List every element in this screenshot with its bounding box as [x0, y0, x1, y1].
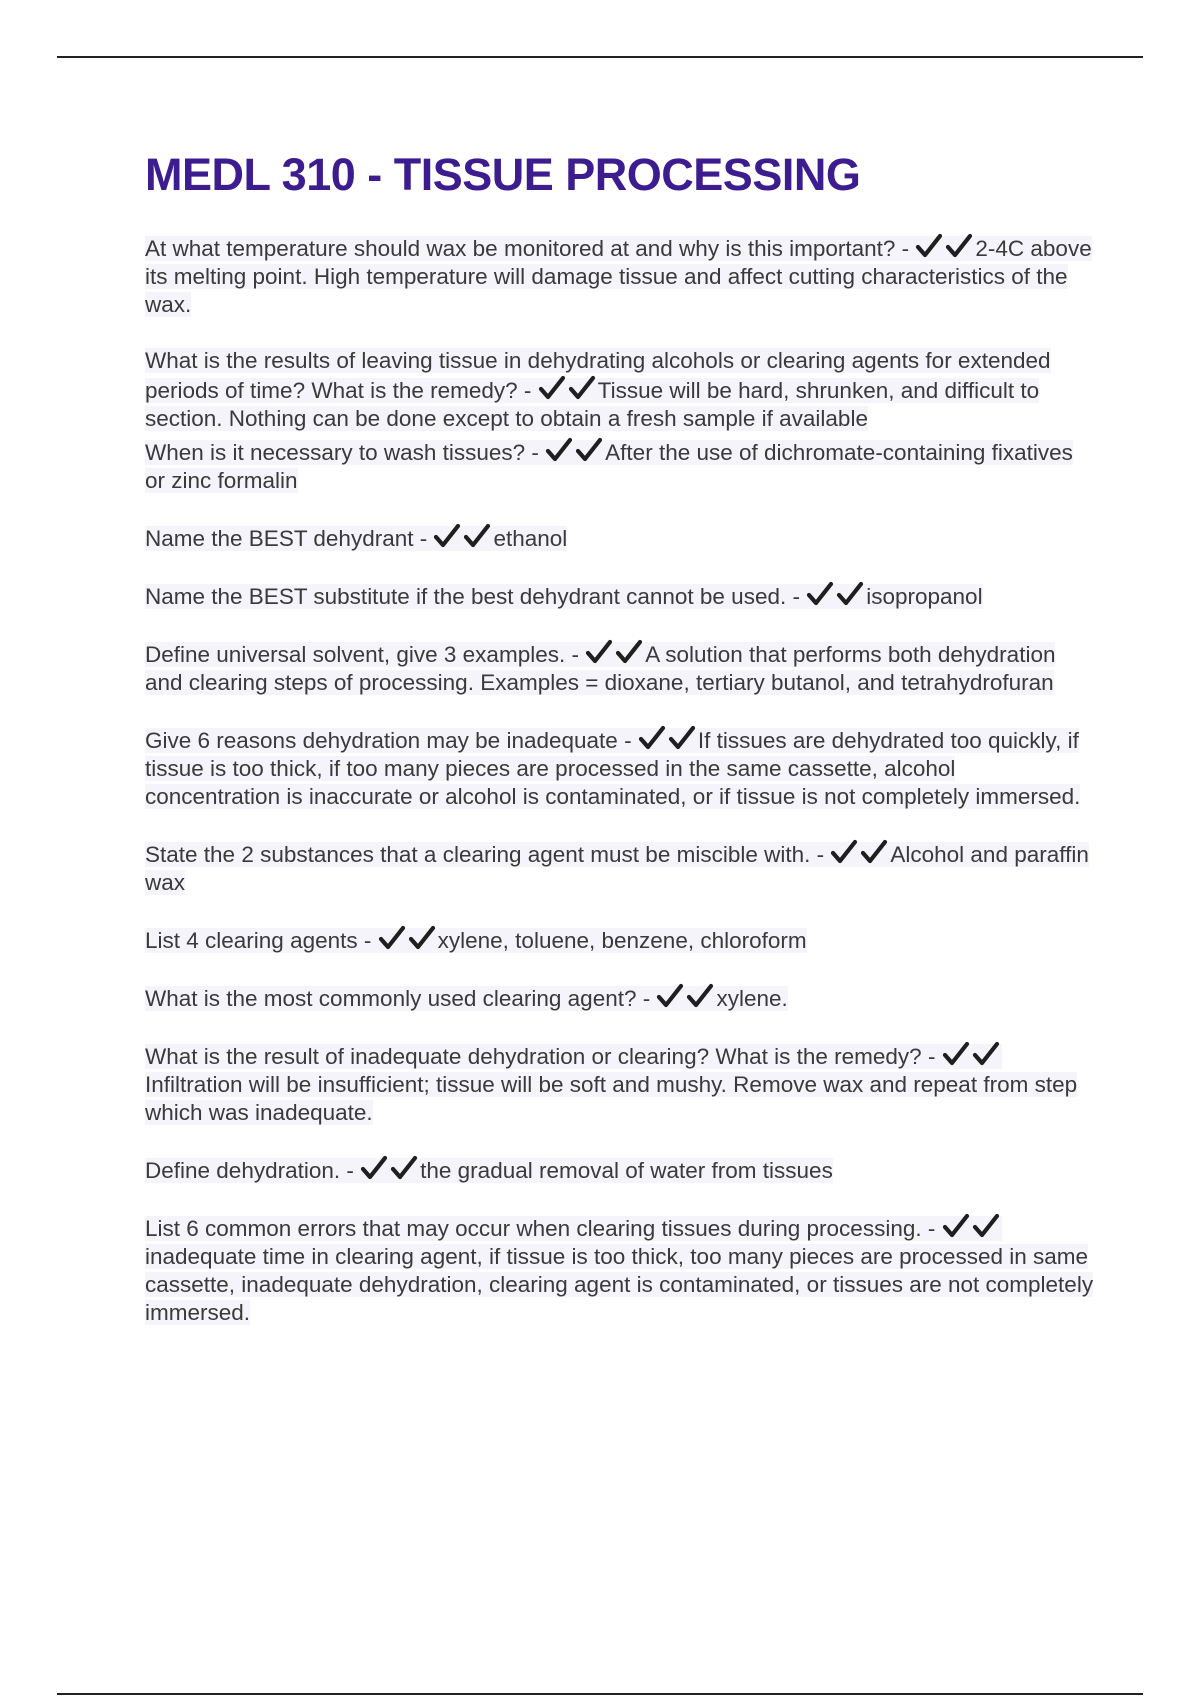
answer-text: Tissue will be hard, shrunken, and difficult to section. Nothing can be done except to obtain a fresh sample if available [145, 378, 1040, 431]
qa-item [145, 347, 1095, 433]
question-text: Give 6 reasons dehydration may be inadequate [145, 728, 618, 753]
double-checkmark-icon [585, 639, 643, 665]
page-title: MEDL 310 - TISSUE PROCESSING [145, 149, 861, 200]
qa-separator: - [517, 378, 538, 403]
qa-separator: - [786, 584, 807, 609]
question-text: At what temperature should wax be monitored at and why is this important? [145, 236, 896, 261]
qa-item [145, 1213, 1095, 1327]
qa-text [145, 986, 788, 1011]
question-text: State the 2 substances that a clearing agent must be miscible with. [145, 842, 811, 867]
qa-item [145, 639, 1095, 697]
answer-text: After the use of dichromate-containing fixatives or zinc formalin [145, 440, 1073, 493]
question-text: List 6 common errors that may occur when clearing tissues during processing. [145, 1216, 922, 1241]
answer-text: Alcohol and paraffin wax [145, 842, 1089, 895]
qa-separator: - [636, 986, 657, 1011]
question-text: What is the result of inadequate dehydration or clearing? What is the remedy? [145, 1044, 922, 1069]
qa-item [145, 925, 1095, 955]
double-checkmark-icon [378, 925, 436, 951]
qa-text [145, 236, 1092, 317]
double-checkmark-icon [638, 725, 696, 751]
answer-text: isopropanol [866, 584, 983, 609]
answer-text: A solution that performs both dehydration and clearing steps of processing. Examples = dioxane, tertiary butanol, and tetrahydrofuran [145, 642, 1056, 695]
answer-text: ethanol [493, 526, 568, 551]
document-body [145, 145, 1095, 1355]
bottom-rule [57, 1693, 1143, 1695]
qa-item [145, 1155, 1095, 1185]
qa-separator: - [357, 928, 378, 953]
qa-item [145, 581, 1095, 611]
qa-text [145, 1158, 833, 1183]
answer-text: xylene. [716, 986, 788, 1011]
qa-text [145, 642, 1055, 695]
double-checkmark-icon [915, 233, 973, 259]
qa-separator: - [921, 1044, 942, 1069]
qa-separator: - [340, 1158, 361, 1183]
qa-text [145, 348, 1051, 431]
qa-text [145, 440, 1073, 493]
qa-separator: - [810, 842, 831, 867]
double-checkmark-icon [433, 523, 491, 549]
qa-text [145, 728, 1080, 809]
question-text: Name the BEST substitute if the best dehydrant cannot be used. [145, 584, 787, 609]
double-checkmark-icon [656, 983, 714, 1009]
double-checkmark-icon [545, 437, 603, 463]
answer-text: If tissues are dehydrated too quickly, if tissue is too thick, if too many pieces are processed in the same cassette, alcohol concentration is inaccurate or alcohol is contaminated, or if tissue is not completely immersed. [145, 728, 1081, 809]
qa-separator: - [617, 728, 638, 753]
top-rule [57, 56, 1143, 58]
qa-item [145, 1041, 1095, 1127]
qa-separator: - [895, 236, 916, 261]
qa-item [145, 839, 1095, 897]
qa-separator: - [525, 440, 546, 465]
answer-text: the gradual removal of water from tissues [420, 1158, 833, 1183]
question-text: Define universal solvent, give 3 examples. [145, 642, 566, 667]
qa-item [145, 983, 1095, 1013]
answer-text: Infiltration will be insufficient; tissue will be soft and mushy. Remove wax and repeat from step which was inadequate. [145, 1072, 1078, 1125]
question-text: What is the most commonly used clearing agent? [145, 986, 637, 1011]
qa-text [145, 1216, 1093, 1325]
double-checkmark-icon [538, 375, 596, 401]
double-checkmark-icon [806, 581, 864, 607]
double-checkmark-icon [942, 1213, 1000, 1239]
double-checkmark-icon [360, 1155, 418, 1181]
question-text: What is the results of leaving tissue in dehydrating alcohols or clearing agents for extended periods of time? What is the remedy? [145, 348, 1051, 403]
qa-item [145, 233, 1095, 319]
question-text: When is it necessary to wash tissues? [145, 440, 526, 465]
qa-item [145, 725, 1095, 811]
question-text: List 4 clearing agents [145, 928, 358, 953]
qa-text [145, 526, 567, 551]
qa-separator: - [413, 526, 434, 551]
double-checkmark-icon [942, 1041, 1000, 1067]
question-text: Define dehydration. [145, 1158, 341, 1183]
qa-separator: - [921, 1216, 942, 1241]
qa-text [145, 842, 1089, 895]
qa-separator: - [565, 642, 586, 667]
answer-text: xylene, toluene, benzene, chloroform [437, 928, 807, 953]
qa-list [145, 233, 1095, 1327]
qa-item [145, 523, 1095, 553]
qa-item [145, 437, 1095, 495]
answer-text: inadequate time in clearing agent, if tissue is too thick, too many pieces are processed in same cassette, inadequate dehydration, clearing agent is contaminated, or tissues are not completely immersed. [145, 1244, 1094, 1325]
double-checkmark-icon [830, 839, 888, 865]
answer-text: 2-4C above its melting point. High temperature will damage tissue and affect cutting characteristics of the wax. [145, 236, 1092, 317]
qa-text [145, 928, 807, 953]
qa-text [145, 584, 983, 609]
qa-text [145, 1044, 1077, 1125]
question-text: Name the BEST dehydrant [145, 526, 414, 551]
